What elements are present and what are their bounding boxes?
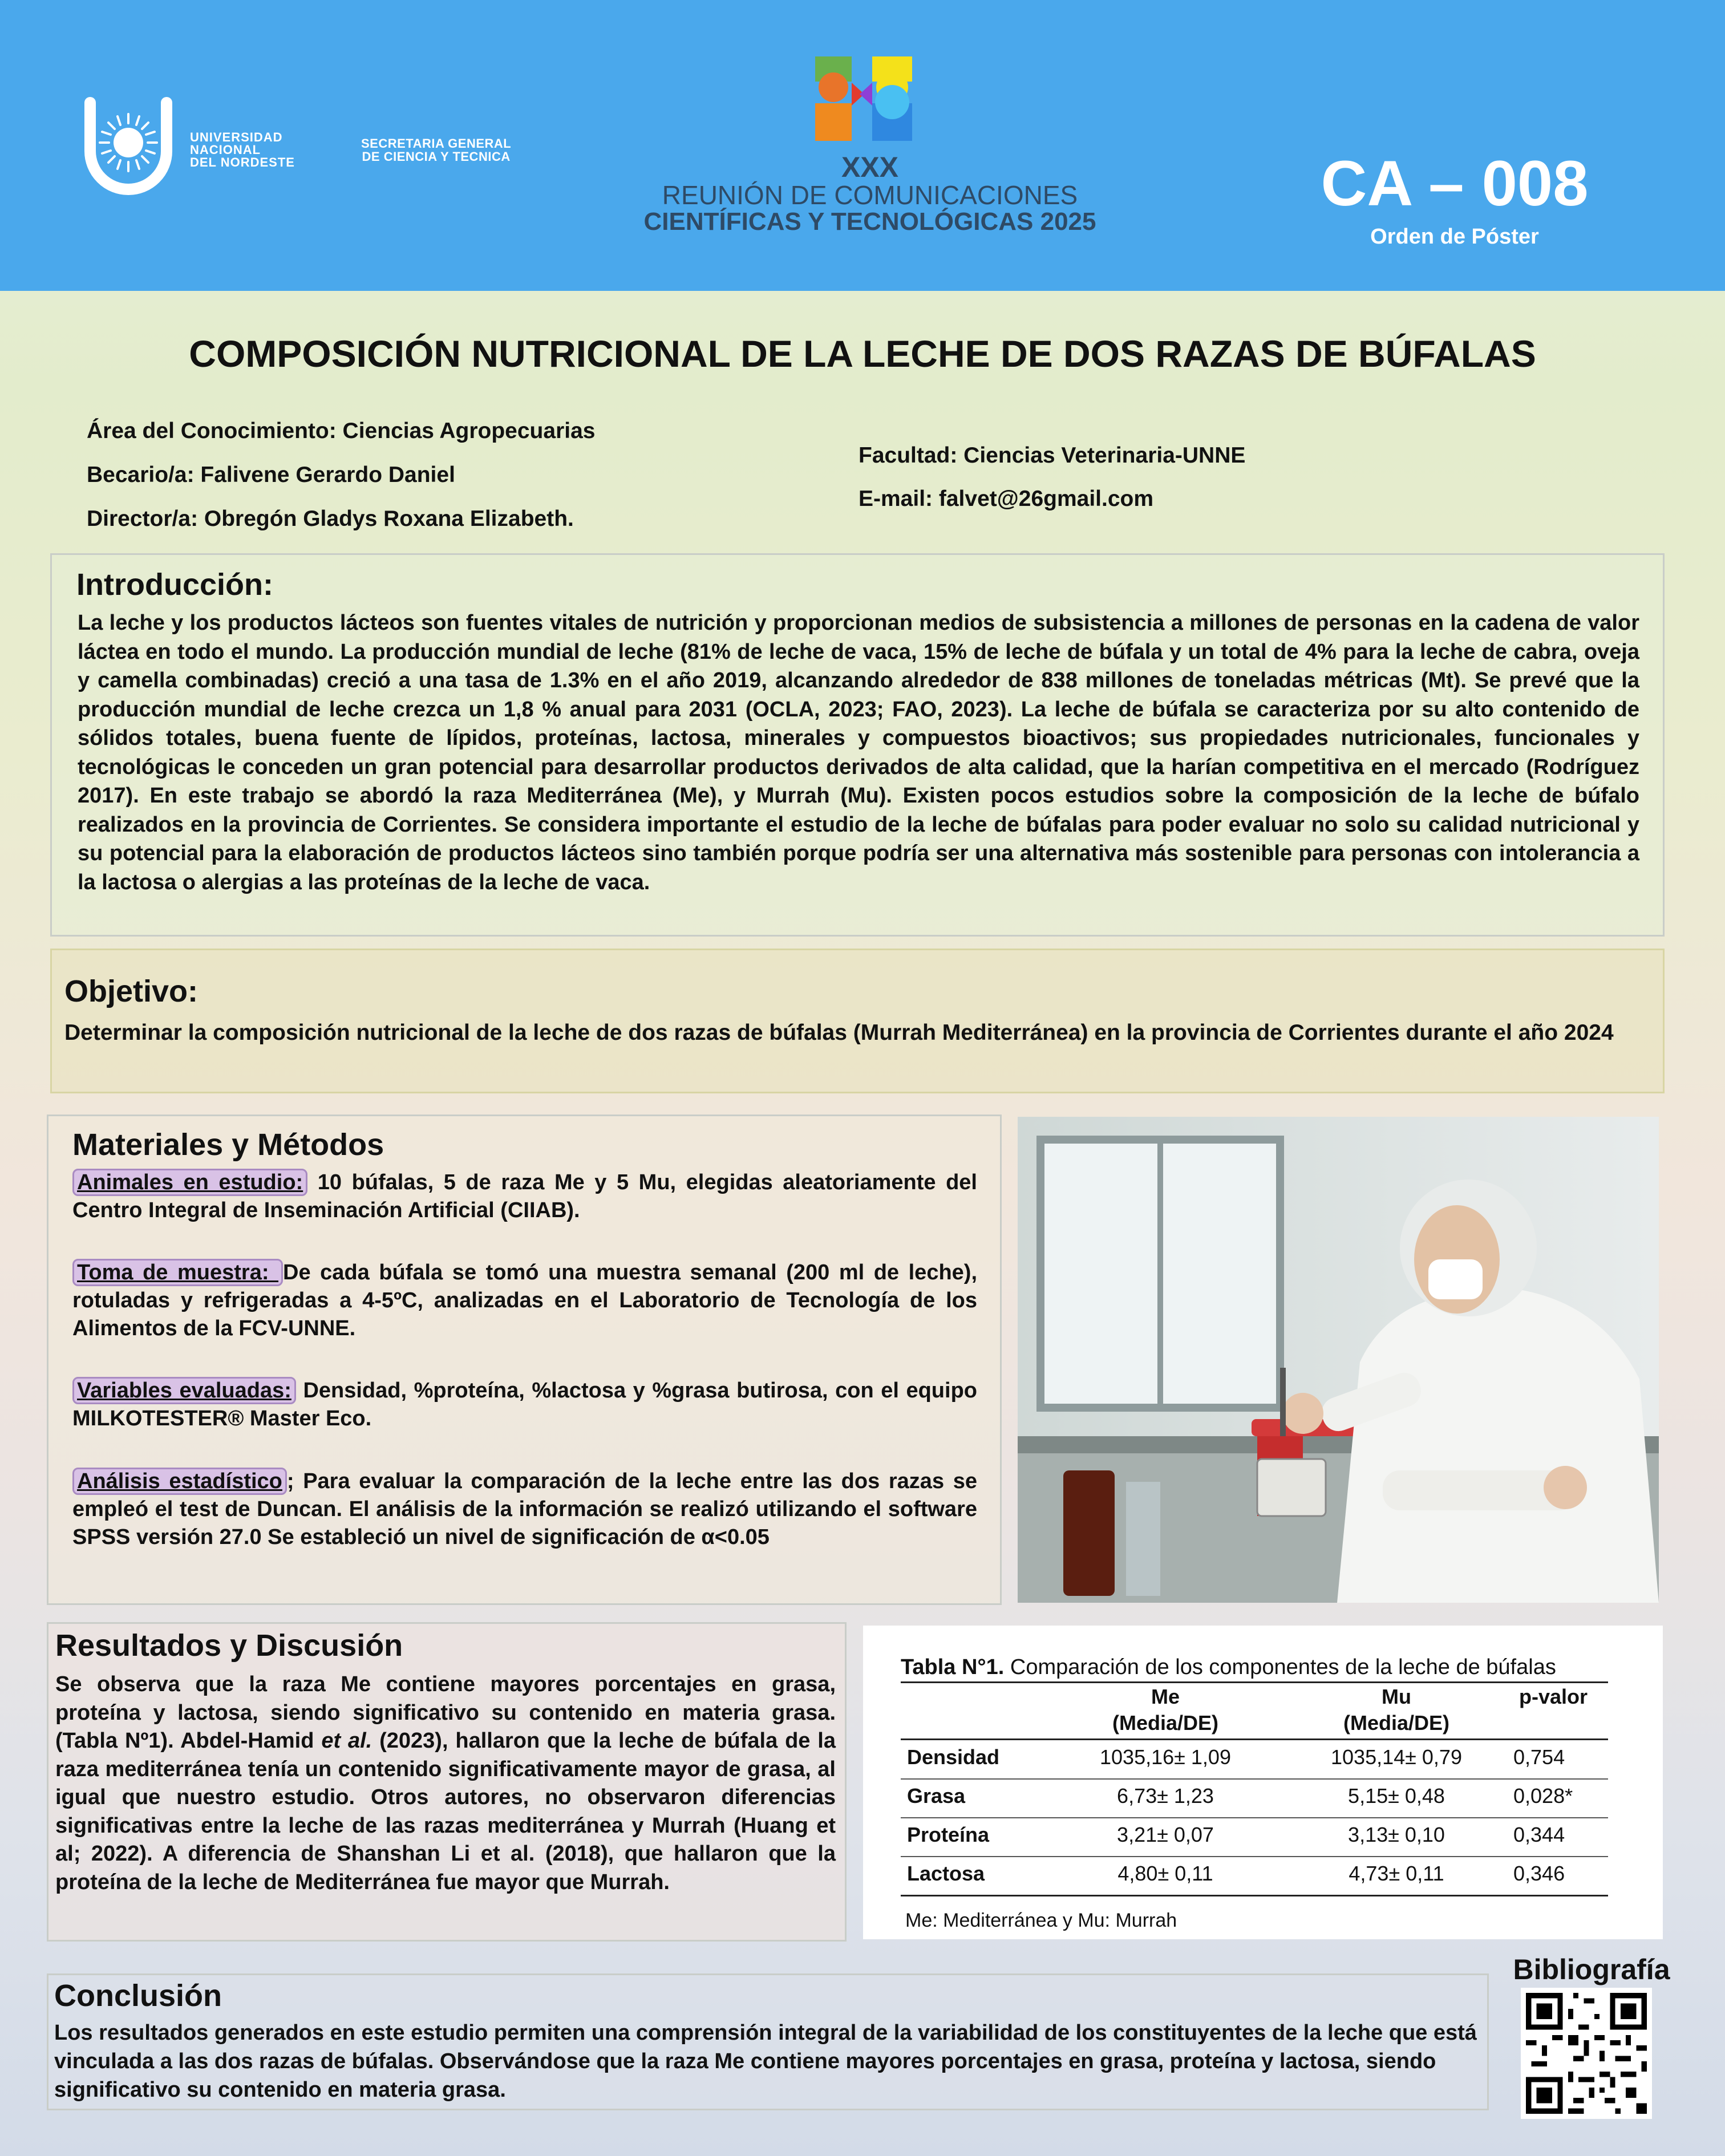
intro-section <box>50 553 1665 937</box>
metodo-item-variables <box>72 1377 977 1433</box>
row-label-grasa: Grasa <box>907 1784 966 1808</box>
cell-me: 3,21± 0,07 <box>1117 1823 1214 1846</box>
cell-mu: 3,13± 0,10 <box>1348 1823 1445 1846</box>
metodo-item-analisis <box>72 1468 977 1551</box>
table-rule-bottom <box>901 1895 1608 1896</box>
unne-logo-icon <box>80 97 177 202</box>
table-title-rest: Comparación de los componentes de la leche de búfalas <box>1004 1655 1556 1679</box>
objetivo-section <box>50 949 1665 1093</box>
table-rule-top <box>901 1681 1608 1683</box>
meta-director: Director/a: Obregón Gladys Roxana Elizabeth. <box>87 506 574 531</box>
event-logo-icon <box>813 54 916 145</box>
results-table <box>863 1626 1663 1939</box>
objetivo-text: Determinar la composición nutricional de la leche de dos razas de búfalas (Murrah Mediterránea) en la provincia de Corrientes durante el año 2024 <box>64 1020 1614 1045</box>
university-name <box>190 131 295 169</box>
metodos-heading: Materiales y Métodos <box>72 1128 384 1162</box>
metodo-text: De cada búfala se tomó una muestra semanal (200 ml de leche), rotuladas y refrigeradas a 4-5ºC, analizadas en el Laboratorio de Tecnología de los Alimentos de la FCV-UNNE. <box>72 1261 978 1340</box>
poster-code-label: Orden de Póster <box>1370 225 1539 249</box>
row-label-lactosa: Lactosa <box>907 1862 985 1885</box>
resultados-section <box>47 1622 847 1942</box>
cell-p: 0,346 <box>1513 1862 1565 1885</box>
metodo-text: ; Para evaluar la comparación de la leche entre las dos razas se empleó el test de Duncan. El análisis de la información se realizó utilizando el software SPSS versión 27.0 Se estableció un nivel de significación de α<0.05 <box>72 1469 977 1549</box>
table-note: Me: Mediterránea y Mu: Murrah <box>905 1910 1177 1931</box>
cell-mu: 4,73± 0,11 <box>1349 1862 1444 1885</box>
meta-facultad: Facultad: Ciencias Veterinaria-UNNE <box>859 443 1246 468</box>
conclusion-section <box>47 1973 1489 2110</box>
bibliografia-heading: Bibliografía <box>1513 1954 1670 1985</box>
university-line-1: UNIVERSIDAD <box>190 130 283 144</box>
objetivo-heading: Objetivo: <box>64 974 199 1008</box>
conclusion-heading: Conclusión <box>54 1979 222 2013</box>
table-rule-row <box>901 1817 1608 1818</box>
poster-code: CA – 008 <box>1321 148 1589 219</box>
table-rule-row <box>901 1778 1608 1780</box>
poster-title: COMPOSICIÓN NUTRICIONAL DE LA LECHE DE DOS RAZAS DE BÚFALAS <box>189 333 1536 375</box>
secretaria-line-1: SECRETARIA GENERAL <box>361 136 512 151</box>
col-me-label: Me <box>1151 1685 1180 1708</box>
meta-becario: Becario/a: Falivene Gerardo Daniel <box>87 463 455 487</box>
event-title-line-2: CIENTÍFICAS Y TECNOLÓGICAS 2025 <box>643 208 1096 236</box>
university-line-2: NACIONAL <box>190 143 261 157</box>
row-label-densidad: Densidad <box>907 1745 1000 1769</box>
col-me-header <box>1057 1684 1274 1736</box>
col-p-header: p-valor <box>1519 1685 1588 1708</box>
cell-me: 6,73± 1,23 <box>1117 1784 1214 1808</box>
event-title-line-1: REUNIÓN DE COMUNICACIONES <box>662 180 1078 210</box>
metodo-item-muestra <box>72 1259 977 1343</box>
secretaria-name <box>361 137 511 163</box>
resultados-text-em: et al. <box>321 1729 372 1753</box>
meta-email[interactable]: E-mail: falvet@26gmail.com <box>859 487 1154 511</box>
col-mu-label: Mu <box>1382 1685 1411 1708</box>
meta-area: Área del Conocimiento: Ciencias Agropecuarias <box>87 419 596 443</box>
table-rule-header <box>901 1738 1608 1740</box>
metodos-section <box>47 1115 1002 1605</box>
cell-me: 1035,16± 1,09 <box>1100 1745 1231 1769</box>
col-mu-header <box>1288 1684 1505 1736</box>
cell-me: 4,80± 0,11 <box>1117 1862 1213 1885</box>
lab-researcher-photo <box>1018 1117 1659 1603</box>
metodo-text: Densidad, %proteína, %lactosa y %grasa butirosa, con el equipo MILKOTESTER® Master Eco. <box>72 1379 977 1430</box>
metodo-label: Análisis estadístico <box>72 1468 287 1495</box>
table-rule-row <box>901 1856 1608 1857</box>
conclusion-text: Los resultados generados en este estudio permiten una comprensión integral de la variabilidad de los constituyentes de la leche que está vinculada a las dos razas de búfalas. Observándose que la raza Me contiene mayores porcentajes en grasa, proteína y lactosa, siendo significativo su contenido en materia grasa. <box>54 2021 1477 2102</box>
metodo-label: Variables evaluadas: <box>72 1377 296 1404</box>
table-title <box>901 1655 1556 1680</box>
qr-code-icon[interactable] <box>1521 1988 1652 2119</box>
resultados-text <box>55 1671 836 1896</box>
metodo-label: Animales en estudio: <box>72 1169 307 1196</box>
cell-mu: 1035,14± 0,79 <box>1331 1745 1462 1769</box>
resultados-heading: Resultados y Discusión <box>55 1628 403 1663</box>
cell-mu: 5,15± 0,48 <box>1348 1784 1445 1808</box>
resultados-text-b: (2023), hallaron que la leche de búfala de la raza mediterránea tenía un contenido significativamente mayor de grasa, al igual que nuestro estudio. Otros autores, no observaron diferencias significativas entre la leche de las razas mediterránea y Murrah (Huang et al; 2022). A diferencia de Shanshan Li et al. (2018), que hallaron que la proteína de la leche de Mediterránea fue mayor que Murrah. <box>55 1729 836 1894</box>
row-label-proteina: Proteína <box>907 1823 990 1846</box>
col-me-sub: (Media/DE) <box>1112 1711 1218 1734</box>
event-number: XXX <box>841 151 899 183</box>
metodo-item-animales <box>72 1169 977 1225</box>
table-title-bold: Tabla N°1. <box>901 1655 1005 1679</box>
col-mu-sub: (Media/DE) <box>1343 1711 1449 1734</box>
university-line-3: DEL NORDESTE <box>190 155 295 169</box>
intro-heading: Introducción: <box>76 568 273 602</box>
cell-p: 0,754 <box>1513 1745 1565 1769</box>
metodo-text: 10 búfalas, 5 de raza Me y 5 Mu, elegidas aleatoriamente del Centro Integral de Inseminación Artificial (CIIAB). <box>72 1170 977 1222</box>
resultados-text-a: Se observa que la raza Me contiene mayores porcentajes en grasa, proteína y lactosa, siendo significativo su contenido en materia grasa. (Tabla Nº1). Abdel-Hamid <box>55 1672 836 1753</box>
metodo-label: Toma de muestra: <box>72 1259 283 1286</box>
secretaria-line-2: DE CIENCIA Y TECNICA <box>362 149 511 164</box>
intro-text: La leche y los productos lácteos son fuentes vitales de nutrición y proporcionan medios de subsistencia a millones de personas en la cadena de valor láctea en todo el mundo. La producción mundial de leche (81% de leche de vaca, 15% de leche de búfala y un total de 4% para la leche de cabra, oveja y camella combinadas) creció a una tasa de 1.3% en el año 2019, alcanzando alrededor de 838 millones de toneladas métricas (Mt). Se prevé que la producción mundial de leche crezca un 1,8 % anual para 2031 (OCLA, 2023; FAO, 2023). La leche de búfala se caracteriza por su alto contenido de sólidos totales, buena fuente de lípidos, proteínas, lactosa, minerales y compuestos bioactivos; sus propiedades nutricionales, funcionales y tecnológicas le conceden un gran potencial para desarrollar productos derivados de alta calidad, que la harían competitiva en el mercado (Rodríguez 2017). En este trabajo se abordó la raza Mediterránea (Me), y Murrah (Mu). Existen pocos estudios sobre la composición de la leche de búfalo realizados en la provincia de Corrientes. Se considera importante el estudio de la leche de búfalas para poder evaluar no solo su calidad nutricional y su potencial para la elaboración de productos lácteos sino también porque podría ser una alternativa más sostenible para personas con intolerancia a la lactosa o alergias a las proteínas de la leche de vaca. <box>78 611 1639 894</box>
cell-p: 0,028* <box>1513 1784 1573 1808</box>
cell-p: 0,344 <box>1513 1823 1565 1846</box>
